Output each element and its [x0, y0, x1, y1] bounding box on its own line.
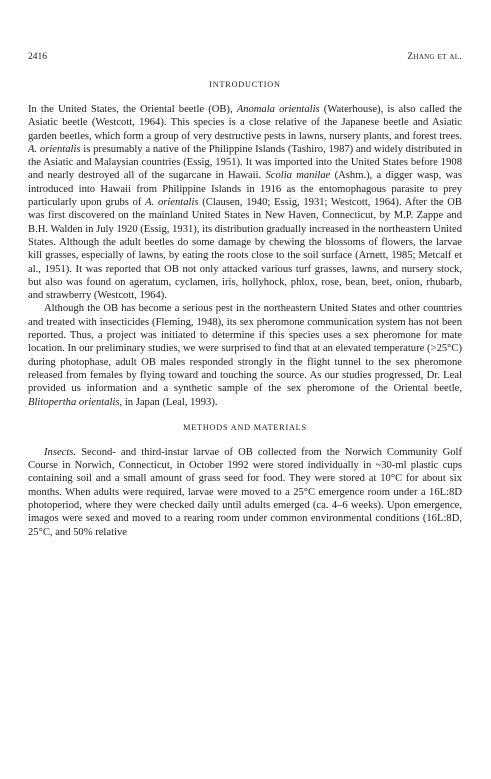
running-head: Zhang et al.: [407, 52, 462, 62]
intro-paragraph-2: Although the OB has become a serious pest in the northeastern United States and other countries and treated with insecticides (Fleming, 1948), its sex pheromone communication system has not been reported. Thus, a project was initiated to determine if this species uses a sex pheromone for mate location. In our preliminary studies, we were surprised to find that at an elevated temperature (>25°C) during photophase, adult OB males responded strongly in the flight tunnel to the sex pheromone released from females by flying toward and touching the source. As our studies progressed, Dr. Leal provided us information and a synthetic sample of the sex pheromone of the Oriental beetle, Blitopertha orientalis, in Japan (Leal, 1993).: [28, 303, 462, 408]
section-title-methods: METHODS AND MATERIALS: [183, 422, 307, 432]
page-header: [28, 52, 462, 66]
intro-paragraph-1: In the United States, the Oriental beetle (OB), Anomala orientalis (Waterhouse), is also called the Asiatic beetle (Westcott, 1964). This species is a close relative of the Japanese beetle and Asiatic garden beetles, which form a group of very destructive pests in lawns, nursery plants, and forest trees. A. orientalis is presumably a native of the Philippine Islands (Tashiro, 1987) and widely distributed in the Asiatic and Malaysian countries (Essig, 1951). It was imported into the United States before 1908 and nearly destroyed all of the sugarcane in Hawaii. Scolia manilae (Ashm.), a digger wasp, was introduced into Hawaii from Philippine Islands in 1916 as the entomophagous parasite to prey particularly upon grubs of A. orientalis (Clausen, 1940; Essig, 1931; Westcott, 1964). After the OB was first discovered on the mainland United States in New Haven, Connecticut, by M.P. Zappe and B.H. Walden in July 1920 (Essig, 1931), its distribution gradually increased in the northeastern United States. Although the adult beetles do some damage by chewing the blossoms of flowers, the larvae kill grasses, especially of lawns, by eating the roots close to the soil surface (Arnett, 1985; Metcalf et al., 1951). It was reported that OB not only attacked various turf grasses, lawns, and nursery stock, but also was found on ageratum, cyclamen, iris, hollyhock, phlox, rose, bean, beet, onion, rhubarb, and strawberry (Westcott, 1964).: [28, 104, 462, 302]
page-number: 2416: [28, 52, 47, 62]
section-title-introduction: INTRODUCTION: [209, 80, 281, 89]
methods-paragraph-1: Insects. Second- and third-instar larvae of OB collected from the Norwich Community Golf Course in Norwich, Connecticut, in October 1992 were stored individually in ~30-ml plastic cups containing soil and a small amount of grass seed for food. They were stored at 10°C for about six months. When adults were required, larvae were moved to a 25°C emergence room under a 16L:8D photoperiod, where they were checked daily until adults emerged (ca. 4–6 weeks). Upon emergence, imagos were sexed and moved to a rearing room under common environmental conditions (16L:8D, 25°C, and 50% relative: [28, 446, 462, 538]
paper-page: [28, 52, 462, 539]
